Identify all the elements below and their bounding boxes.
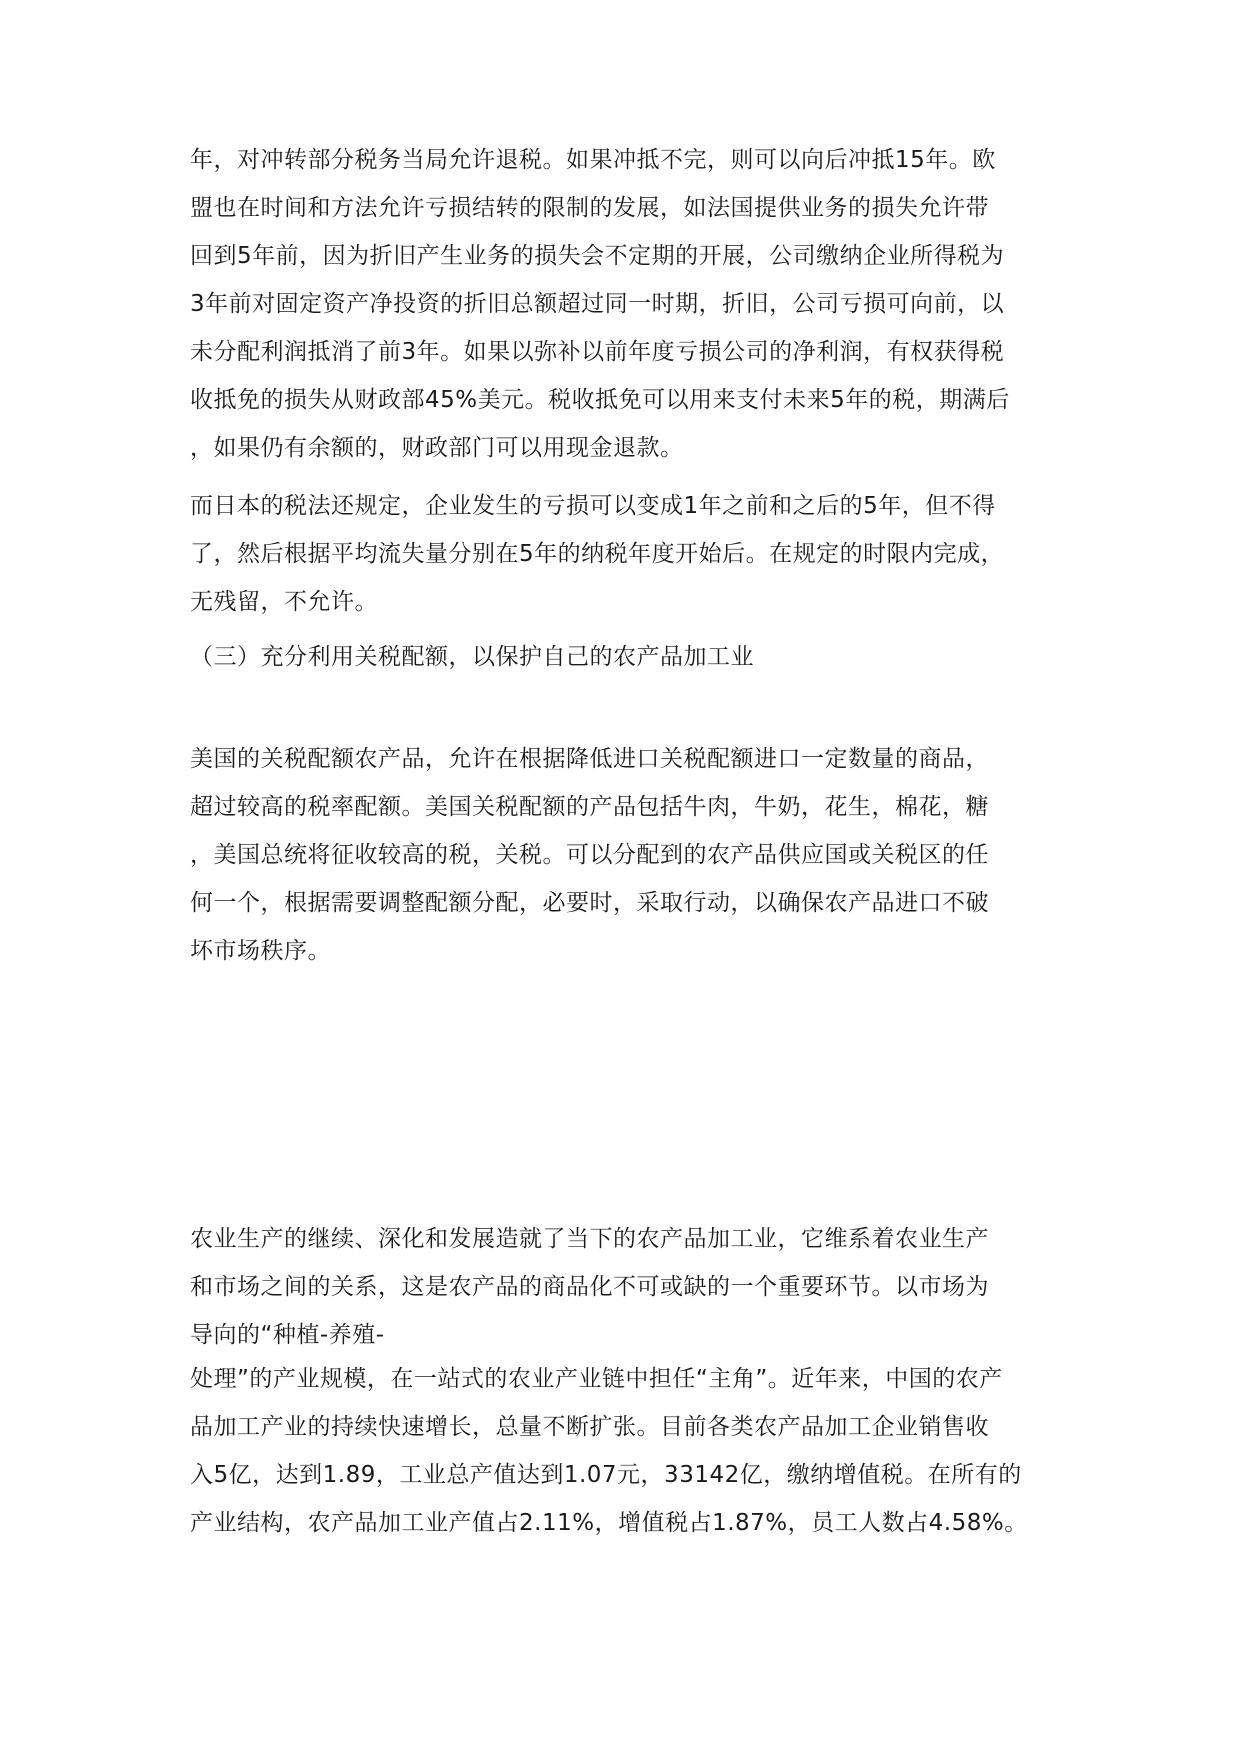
paragraph-line: 品加工产业的持续快速增长，总量不断扩张。目前各类农产品加工企业销售收 <box>190 1414 989 1440</box>
paragraph-line: 未分配利润抵消了前3年。如果以弥补以前年度亏损公司的净利润，有权获得税 <box>190 339 1005 365</box>
paragraph-line: 和市场之间的关系，这是农产品的商品化不可或缺的一个重要环节。以市场为 <box>190 1274 989 1300</box>
paragraph-line: ，如果仍有余额的，财政部门可以用现金退款。 <box>190 435 684 461</box>
paragraph-line: 盟也在时间和方法允许亏损结转的限制的发展，如法国提供业务的损失允许带 <box>190 195 989 221</box>
paragraph-line: 回到5年前，因为折旧产生业务的损失会不定期的开展，公司缴纳企业所得税为 <box>190 243 1005 269</box>
paragraph-line: 超过较高的税率配额。美国关税配额的产品包括牛肉，牛奶，花生，棉花，糖 <box>190 794 989 820</box>
paragraph-line: 何一个，根据需要调整配额分配，必要时，采取行动，以确保农产品进口不破 <box>190 890 989 916</box>
paragraph-line: 美国的关税配额农产品，允许在根据降低进口关税配额进口一定数量的商品， <box>190 746 989 772</box>
paragraph-line: 收抵免的损失从财政部45%美元。税收抵免可以用来支付未来5年的税，期满后 <box>190 387 1010 413</box>
paragraph-line: 产业结构，农产品加工业产值占2.11%，增值税占1.87%，员工人数占4.58%。 <box>190 1510 1028 1536</box>
paragraph-line: 处理”的产业规模，在一站式的农业产业链中担任“主角”。近年来，中国的农产 <box>190 1366 1003 1392</box>
paragraph-line: 3年前对固定资产净投资的折旧总额超过同一时期，折旧，公司亏损可向前，以 <box>190 291 1005 317</box>
paragraph-line: 入5亿，达到1.89，工业总产值达到1.07元，33142亿，缴纳增值税。在所有的 <box>190 1462 1022 1488</box>
paragraph-line: 农业生产的继续、深化和发展造就了当下的农产品加工业，它维系着农业生产 <box>190 1226 989 1252</box>
paragraph-line: 导向的“种植-养殖- <box>190 1322 385 1348</box>
paragraph-line: 坏市场秩序。 <box>190 938 331 964</box>
paragraph-line: 了，然后根据平均流失量分别在5年的纳税年度开始后。在规定的时限内完成， <box>190 541 1005 567</box>
paragraph-line: ，美国总统将征收较高的税，关税。可以分配到的农产品供应国或关税区的任 <box>190 842 989 868</box>
paragraph-line: 年，对冲转部分税务当局允许退税。如果冲抵不完，则可以向后冲抵15年。欧 <box>190 147 996 173</box>
paragraph-line: 无残留，不允许。 <box>190 589 378 615</box>
section-heading: （三）充分利用关税配额，以保护自己的农产品加工业 <box>190 644 754 670</box>
paragraph-line: 而日本的税法还规定，企业发生的亏损可以变成1年之前和之后的5年，但不得 <box>190 493 996 519</box>
